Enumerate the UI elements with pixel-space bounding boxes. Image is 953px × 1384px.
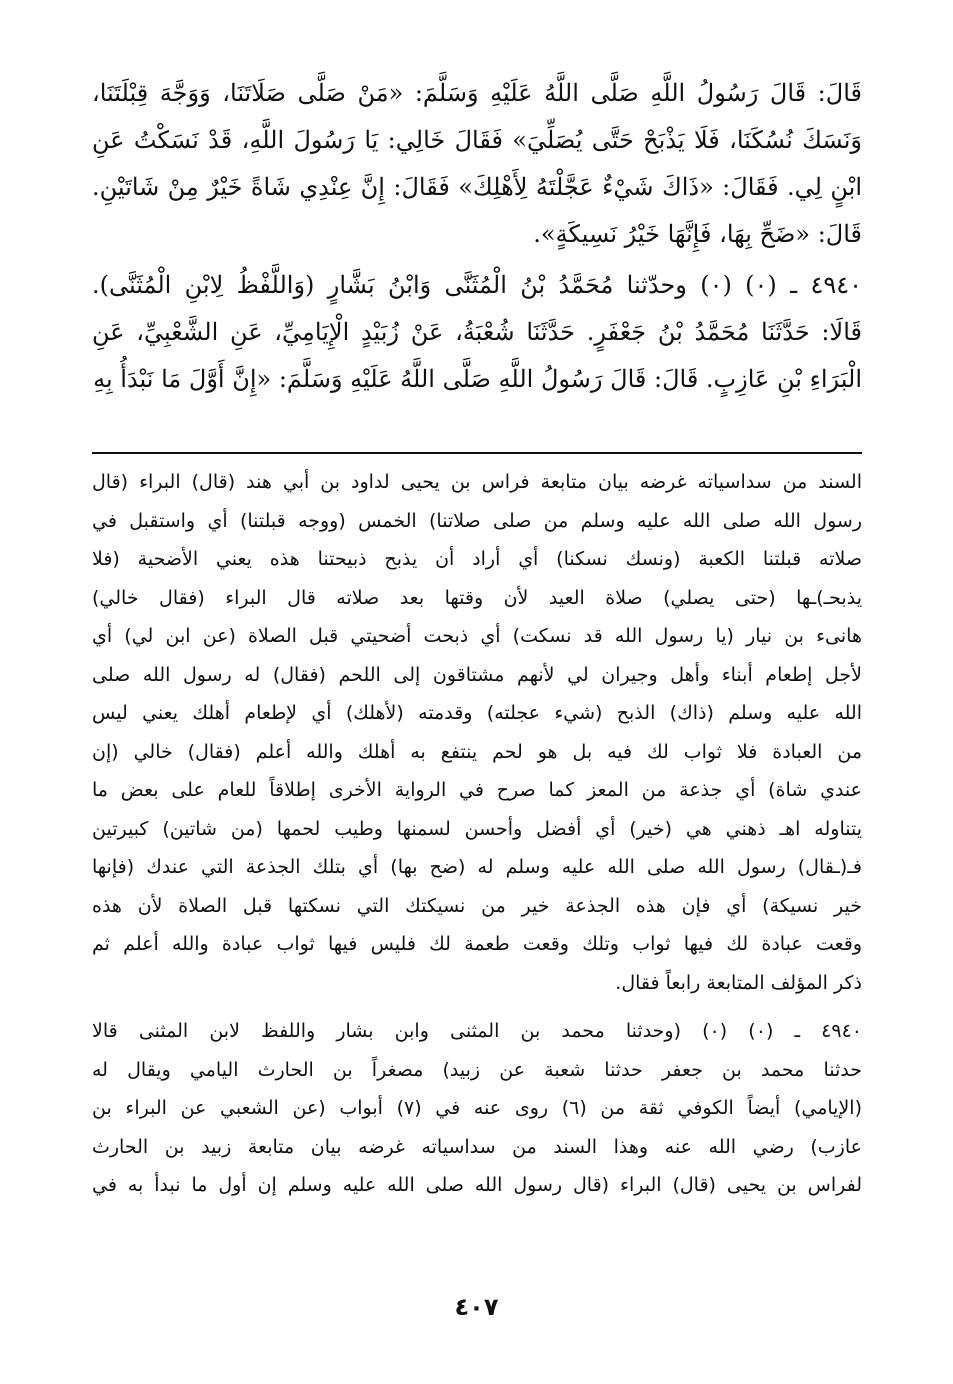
hadith-line: ٤٩٤٠ ـ (٠) (٠) وحدّثنا مُحَمَّدُ بْنُ الْمُثَنَّى وَابْنُ بَشَّارٍ (وَاللَّفْظُ لِابْنِ الْمُثَنَّى). (92, 271, 862, 299)
commentary-line: الله عليه وسلم (ذاك) الذبح (شيء عجلته) وقدمته (لأهلك) أي لإطعام أهلك يعني ليس (92, 702, 862, 724)
commentary-line: يتناوله اهـ ذهني هي (خير) أي أفضل وأحسن لسمنها وطيب لحمها (من شاتين) كبيرتين (92, 817, 862, 840)
commentary-line: خير نسيكة) أي فإن هذه الجذعة خير من نسيكتك التي نسكتها قبل الصلاة لأن هذه (92, 894, 862, 917)
hadith-main-text (92, 70, 862, 403)
commentary-line: صلاته قبلتنا الكعبة (ونسك نسكنا) أي أراد أن يذبح ذبيحتنا هذه يعني الأضحية (فلا (92, 548, 862, 570)
commentary-line: ٤٩٤٠ ـ (٠) (٠) (وحدثنا محمد بن المثنى وابن بشار واللفظ لابن المثنى قالا (92, 1020, 862, 1042)
commentary-line: (الإيامي) أيضاً الكوفي ثقة من (٦) روى عنه في (٧) أبواب (عن الشعبي عن البراء بن (92, 1097, 862, 1119)
commentary-text (92, 463, 862, 1205)
commentary-line: عندي شاة) أي جذعة من المعز كما صرح في الرواية الأخرى إطلاقاً للعام على بعض ما (92, 779, 862, 801)
hadith-line: ابْنٍ لِي. فَقَالَ: «ذَاكَ شَيْءٌ عَجَّلْتَهُ لِأَهْلِكَ» فَقَالَ: إِنَّ عِنْدِي شَاةً خَيْرٌ مِنْ شَاتَيْنِ. (92, 173, 862, 201)
hadith-line: قَالَ: «ضَحِّ بِهَا، فَإِنَّهَا خَيْرُ نَسِيكَةٍ». (533, 220, 862, 248)
commentary-line: السند من سداسياته غرضه بيان متابعة فراس بن يحيى لداود بن أبي هند (قال) البراء (قال (92, 471, 862, 493)
hadith-line: الْبَرَاءِ بْنِ عَازِبٍ. قَالَ: قَالَ رَسُولُ اللَّهِ صَلَّى اللَّهُ عَلَيْهِ وَسَلَّمَ: «إِنَّ أَوَّلَ مَا نَبْدَأُ بِهِ (93, 365, 862, 393)
commentary-line: وقعت عبادة لك فيها ثواب وتلك وقعت طعمة لك فليس فيها ثواب عبادة والله أعلم ثم (92, 933, 862, 955)
commentary-line: لفراس بن يحيى (قال) البراء (قال رسول الله صلى الله عليه وسلم إن أول ما نبدأ به في (92, 1174, 862, 1196)
commentary-line: ذكر المؤلف المتابعة رابعاً فقال. (615, 971, 862, 994)
commentary-line: عازب) رضي الله عنه وهذا السند من سداسياته غرضه بيان متابعة زبيد بن الحارث (92, 1135, 862, 1158)
commentary-line: هانىء بن نيار (يا رسول الله قد نسكت) أي ذبحت أضحيتي قبل الصلاة (عن ابن لي) أي (92, 625, 862, 647)
commentary-line: حدثنا محمد بن جعفر حدثنا شعبة عن زبيد) مصغراً بن الحارث اليامي ويقال له (92, 1058, 862, 1081)
footnote-divider (92, 452, 862, 454)
commentary-line: من العبادة فلا ثواب لك فيه بل هو لحم ينتفع به أهلك والله أعلم (فقال) خالي (إن (92, 740, 862, 763)
commentary-line: فـ(ـقال) رسول الله صلى الله عليه وسلم له (ضح بها) أي بتلك الجذعة التي عندك (فإنها (92, 856, 862, 878)
paragraph-gap (92, 1002, 862, 1012)
commentary-line: رسول الله صلى الله عليه وسلم من صلى صلاتنا) الخمس (ووجه قبلتنا) أي واستقبل في (92, 509, 862, 532)
commentary-line: لأجل إطعام أبناء وأهل وجيران لي لأنهم مشتاقون إلى اللحم (فقال) له رسول الله صلى (92, 663, 862, 686)
commentary-line: يذبحـ)ـها (حتى يصلي) صلاة العيد لأن وقتها بعد صلاته قال البراء (فقال خالي) (92, 586, 862, 609)
hadith-line: قَالَا: حَدَّثَنَا مُحَمَّدُ بْنُ جَعْفَرٍ. حَدَّثَنَا شُعْبَةُ، عَنْ زُبَيْدٍ الْإِيَامِيِّ، عَنِ الشَّعْبِيِّ، عَنِ (92, 318, 862, 346)
page-number: ٤٠٧ (454, 1293, 499, 1321)
hadith-line: وَنَسَكَ نُسُكَنَا، فَلَا يَذْبَحْ حَتَّى يُصَلِّيَ» فَقَالَ خَالِي: يَا رَسُولَ اللَّهِ، قَدْ نَسَكْتُ عَنِ (92, 126, 862, 154)
hadith-line: قَالَ: قَالَ رَسُولُ اللَّهِ صَلَّى اللَّهُ عَلَيْهِ وَسَلَّمَ: «مَنْ صَلَّى صَلَاتَنَا، وَوَجَّهَ قِبْلَتَنَا، (92, 79, 862, 107)
